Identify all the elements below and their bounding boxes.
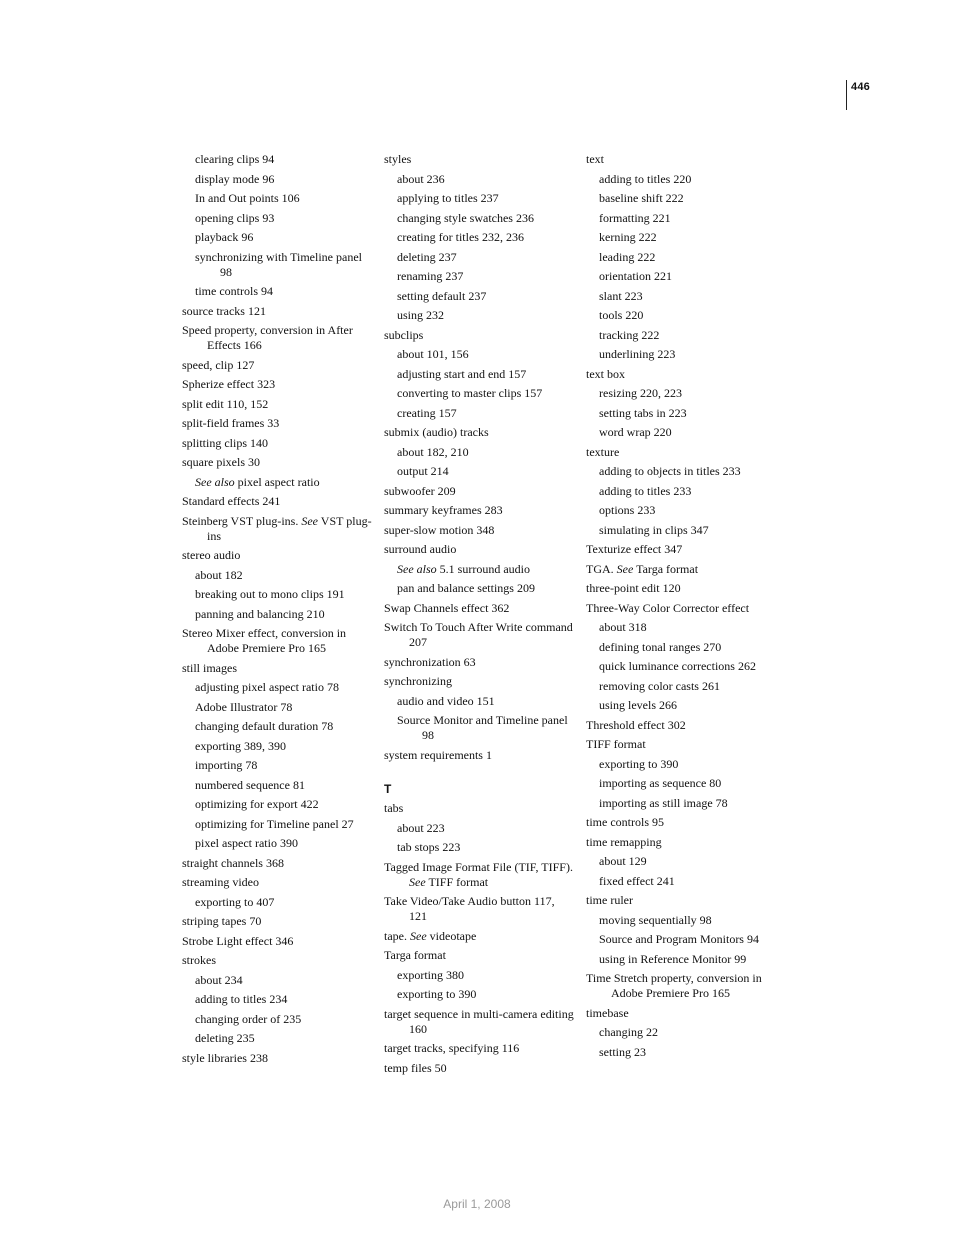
index-subentry: about 182 (195, 567, 243, 582)
index-subentry: adding to titles 233 (599, 483, 692, 498)
index-entry: Tagged Image Format File (TIF, TIFF). See TIFF format (384, 859, 573, 889)
index-entry: Spherize effect 323 (182, 377, 276, 391)
index-subentry: audio and video 151 (397, 693, 495, 708)
index-entry: Steinberg VST plug-ins. See VST plug-ins (182, 513, 372, 543)
index-subentry: importing 78 (195, 758, 258, 772)
index-entry: Take Video/Take Audio button 117, 121 (384, 894, 555, 923)
index-subentry: converting to master clips 157 (397, 386, 543, 400)
index-entry: square pixels 30 (182, 455, 260, 469)
index-entry: synchronizing (384, 674, 452, 688)
section-letter: T (384, 781, 392, 796)
index-entry: Three-Way Color Corrector effect (586, 600, 750, 615)
index-subentry: adjusting pixel aspect ratio 78 (195, 680, 339, 694)
index-entry: style libraries 238 (182, 1050, 268, 1065)
index-subentry: opening clips 93 (195, 210, 275, 225)
index-subentry: deleting 237 (397, 249, 457, 264)
index-entry: streaming video (182, 875, 259, 889)
index-subentry: resizing 220, 223 (599, 386, 682, 400)
index-subentry: adjusting start and end 157 (397, 366, 527, 381)
index-subentry: panning and balancing 210 (195, 606, 325, 621)
index-subentry: output 214 (397, 464, 449, 478)
index-subentry: breaking out to mono clips 191 (195, 587, 345, 601)
index-subentry: Adobe Illustrator 78 (195, 699, 293, 714)
index-subentry: exporting to 390 (397, 987, 477, 1001)
index-subentry: baseline shift 222 (599, 191, 684, 205)
index-subentry: synchronizing with Timeline panel 98 (195, 249, 362, 279)
section-gap (384, 767, 574, 782)
index-subentry: See also pixel aspect ratio (195, 474, 320, 489)
index-entry: Swap Channels effect 362 (384, 600, 510, 615)
index-entry: split-field frames 33 (182, 416, 280, 430)
index-entry: speed, clip 127 (182, 357, 255, 372)
index-subentry: quick luminance corrections 262 (599, 659, 756, 673)
index-subentry: See also 5.1 surround audio (397, 561, 530, 576)
index-entry: time controls 95 (586, 815, 664, 829)
index-subentry: using 232 (397, 308, 445, 322)
index-subentry: options 233 (599, 503, 656, 517)
index-entry: stereo audio (182, 548, 241, 562)
index-subentry: adding to objects in titles 233 (599, 464, 741, 478)
index-subentry: about 129 (599, 854, 647, 868)
index-subentry: importing as still image 78 (599, 795, 728, 810)
index-subentry: In and Out points 106 (195, 191, 300, 205)
index-subentry: about 318 (599, 620, 647, 634)
index-subentry: slant 223 (599, 288, 643, 303)
index-subentry: setting tabs in 223 (599, 405, 687, 420)
index-subentry: exporting to 390 (599, 756, 679, 771)
index-subentry: using levels 266 (599, 698, 677, 712)
index-subentry: numbered sequence 81 (195, 777, 305, 792)
index-subentry: tracking 222 (599, 327, 660, 342)
index-entry: timebase (586, 1005, 629, 1020)
index-subentry: renaming 237 (397, 269, 464, 283)
index-subentry: using in Reference Monitor 99 (599, 951, 747, 966)
index-entry: styles (384, 152, 412, 166)
index-subentry: changing 22 (599, 1025, 658, 1039)
index-subentry: setting default 237 (397, 288, 487, 303)
index-subentry: tab stops 223 (397, 840, 461, 854)
index-entry: target sequence in multi-camera editing 160 (384, 1006, 574, 1036)
index-entry: Speed property, conversion in After Effects 166 (182, 323, 353, 352)
index-subentry: pixel aspect ratio 390 (195, 836, 298, 850)
index-subentry: changing style swatches 236 (397, 210, 534, 225)
index-subentry: pan and balance settings 209 (397, 581, 535, 595)
index-subentry: Source and Program Monitors 94 (599, 932, 759, 946)
index-column-1 (182, 152, 372, 1070)
index-subentry: adding to titles 234 (195, 992, 288, 1006)
index-entry: Threshold effect 302 (586, 717, 686, 732)
index-column-2 (384, 152, 574, 1080)
index-subentry: creating 157 (397, 405, 457, 420)
index-entry: subwoofer 209 (384, 483, 456, 498)
index-entry: Stereo Mixer effect, conversion in Adobe Premiere Pro 165 (182, 626, 347, 655)
index-subentry: word wrap 220 (599, 425, 672, 439)
see-reference: See (301, 513, 318, 528)
index-entry: text box (586, 366, 625, 381)
index-subentry: fixed effect 241 (599, 873, 675, 888)
index-subentry: changing default duration 78 (195, 719, 334, 733)
index-subentry: setting 23 (599, 1044, 646, 1059)
index-subentry: deleting 235 (195, 1031, 255, 1045)
index-subentry: moving sequentially 98 (599, 912, 712, 927)
index-subentry: exporting 389, 390 (195, 738, 286, 753)
index-column-3 (586, 152, 776, 1064)
index-subentry: defining tonal ranges 270 (599, 639, 722, 654)
index-entry: time remapping (586, 834, 662, 849)
index-entry: Targa format (384, 948, 446, 962)
index-subentry: kerning 222 (599, 230, 657, 244)
index-subentry: about 234 (195, 972, 243, 987)
index-entry: TIFF format (586, 737, 646, 751)
index-entry: surround audio (384, 542, 457, 556)
see-reference: See (409, 874, 426, 889)
page-number: 446 (851, 81, 870, 93)
see-reference: See (616, 561, 634, 576)
index-subentry: importing as sequence 80 (599, 776, 722, 790)
index-subentry: formatting 221 (599, 210, 671, 225)
page-number-rule (846, 80, 847, 110)
index-entry: tabs (384, 801, 404, 815)
index-subentry: optimizing for Timeline panel 27 (195, 816, 354, 831)
index-subentry: leading 222 (599, 249, 656, 264)
index-subentry: about 182, 210 (397, 444, 469, 459)
index-entry: system requirements 1 (384, 747, 492, 762)
index-subentry: Source Monitor and Timeline panel 98 (397, 713, 568, 742)
index-subentry: creating for titles 232, 236 (397, 230, 524, 244)
index-subentry: time controls 94 (195, 284, 273, 298)
index-entry: super-slow motion 348 (384, 522, 495, 537)
index-subentry: optimizing for export 422 (195, 797, 319, 811)
index-subentry: about 236 (397, 171, 445, 186)
index-entry: Time Stretch property, conversion in Adobe Premiere Pro 165 (586, 971, 762, 1000)
index-entry: Strobe Light effect 346 (182, 933, 294, 948)
index-entry: submix (audio) tracks (384, 425, 489, 439)
index-entry: strokes (182, 953, 216, 967)
index-entry: three-point edit 120 (586, 581, 681, 595)
index-entry: source tracks 121 (182, 303, 266, 318)
index-entry: synchronization 63 (384, 654, 476, 669)
index-subentry: tools 220 (599, 308, 644, 322)
index-subentry: playback 96 (195, 230, 254, 244)
see-reference: See (410, 928, 427, 943)
index-entry: Standard effects 241 (182, 494, 281, 508)
index-entry: splitting clips 140 (182, 435, 269, 450)
index-entry: still images (182, 660, 237, 675)
index-entry: Texturize effect 347 (586, 542, 683, 556)
index-subentry: display mode 96 (195, 171, 275, 186)
index-subentry: exporting 380 (397, 967, 464, 982)
index-subentry: exporting to 407 (195, 894, 275, 909)
index-entry: subclips (384, 327, 424, 342)
index-entry: text (586, 152, 604, 166)
index-entry: tape. See videotape (384, 928, 477, 943)
index-subentry: simulating in clips 347 (599, 522, 709, 537)
index-entry: temp files 50 (384, 1060, 447, 1075)
index-subentry: adding to titles 220 (599, 171, 692, 186)
see-reference: See also (195, 474, 235, 489)
index-subentry: removing color casts 261 (599, 678, 720, 693)
see-reference: See also (397, 561, 437, 576)
index-entry: striping tapes 70 (182, 914, 262, 928)
index-subentry: orientation 221 (599, 269, 672, 283)
index-subentry: about 101, 156 (397, 347, 469, 361)
index-subentry: applying to titles 237 (397, 191, 499, 205)
index-subentry: changing order of 235 (195, 1011, 302, 1026)
index-subentry: clearing clips 94 (195, 152, 275, 166)
index-entry: texture (586, 444, 620, 459)
index-entry: split edit 110, 152 (182, 396, 269, 411)
index-entry: Switch To Touch After Write command 207 (384, 620, 573, 649)
index-entry: TGA. See Targa format (586, 561, 699, 576)
index-subentry: about 223 (397, 820, 445, 835)
index-subentry: underlining 223 (599, 347, 676, 361)
index-entry: target tracks, specifying 116 (384, 1041, 520, 1055)
index-entry: time ruler (586, 893, 633, 907)
index-entry: straight channels 368 (182, 855, 284, 870)
index-entry: summary keyframes 283 (384, 503, 503, 517)
footer-date: April 1, 2008 (443, 1197, 511, 1211)
